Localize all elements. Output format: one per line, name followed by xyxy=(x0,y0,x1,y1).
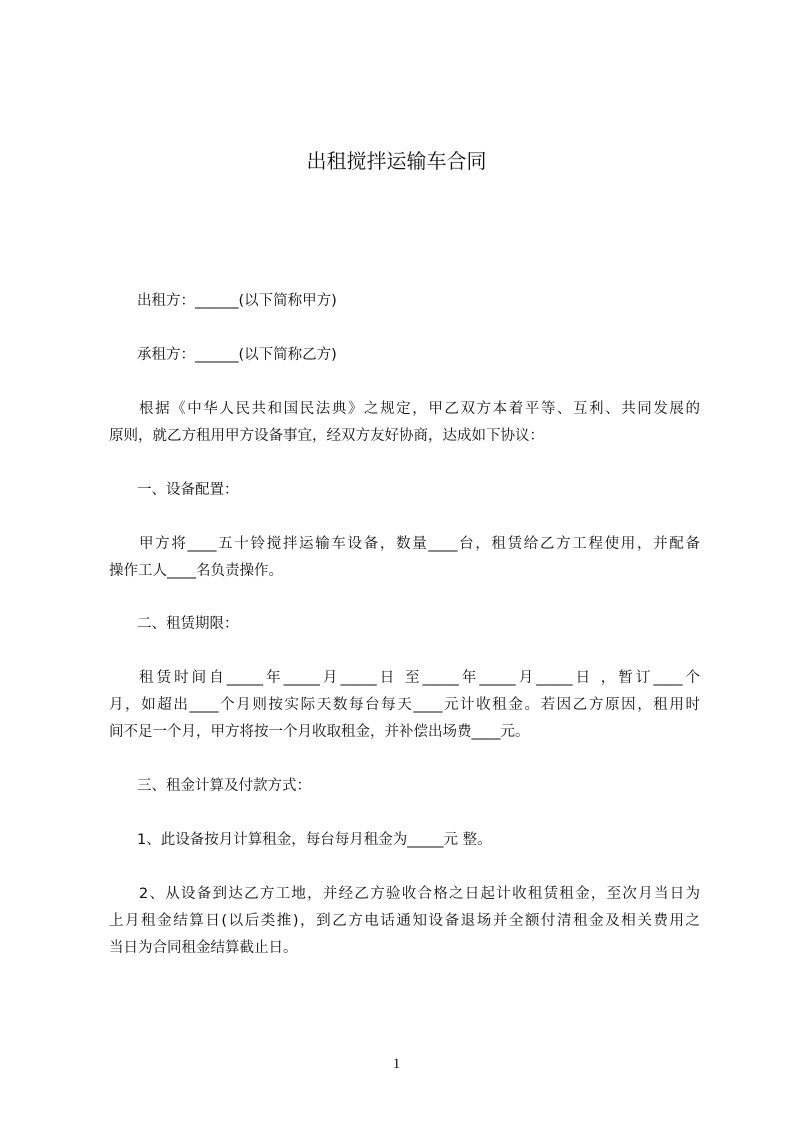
section-2-heading: 二、租赁期限： xyxy=(137,616,239,632)
section-3-item-2-line-3: 当日为合同租金结算截止日。 xyxy=(109,940,298,956)
section-2-line-1: 租赁时间自_____年_____月_____日 至_____年_____月_____日 ，暂订____个 xyxy=(139,670,700,686)
section-1-heading: 一、设备配置： xyxy=(137,482,239,498)
page-number: 1 xyxy=(392,1056,401,1072)
section-3-heading: 三、租金计算及付款方式： xyxy=(137,778,311,794)
section-1-line-1: 甲方将____五十铃搅拌运输车设备，数量____台，租赁给乙方工程使用，并配备 xyxy=(139,536,700,552)
document-title: 出租搅拌运输车合同 xyxy=(306,149,487,173)
lessor-line: 出租方：______(以下简称甲方) xyxy=(137,293,337,309)
section-2-line-2: 月，如超出____个月则按实际天数每台每天____元计收租金。若因乙方原因，租用时 xyxy=(109,697,700,713)
section-3-item-2-line-2: 上月租金结算日(以后类推)，到乙方电话通知设备退场并全额付清租金及相关费用之 xyxy=(109,913,700,929)
section-3-item-2-line-1: 2、从设备到达乙方工地，并经乙方验收合格之日起计收租赁租金，至次月当日为 xyxy=(139,886,700,902)
section-3-item-1: 1、此设备按月计算租金，每台每月租金为_____元 整。 xyxy=(137,832,492,848)
section-1-line-2: 操作工人____名负责操作。 xyxy=(109,563,283,579)
section-2-line-3: 间不足一个月，甲方将按一个月收取租金，并补偿出场费____元。 xyxy=(109,724,530,740)
lessee-line: 承租方：______(以下简称乙方) xyxy=(137,347,337,363)
preamble-line-1: 根据《中华人民共和国民法典》之规定，甲乙双方本着平等、互利、共同发展的 xyxy=(139,401,700,417)
preamble-line-2: 原则，就乙方租用甲方设备事宜，经双方友好协商，达成如下协议： xyxy=(109,428,544,444)
